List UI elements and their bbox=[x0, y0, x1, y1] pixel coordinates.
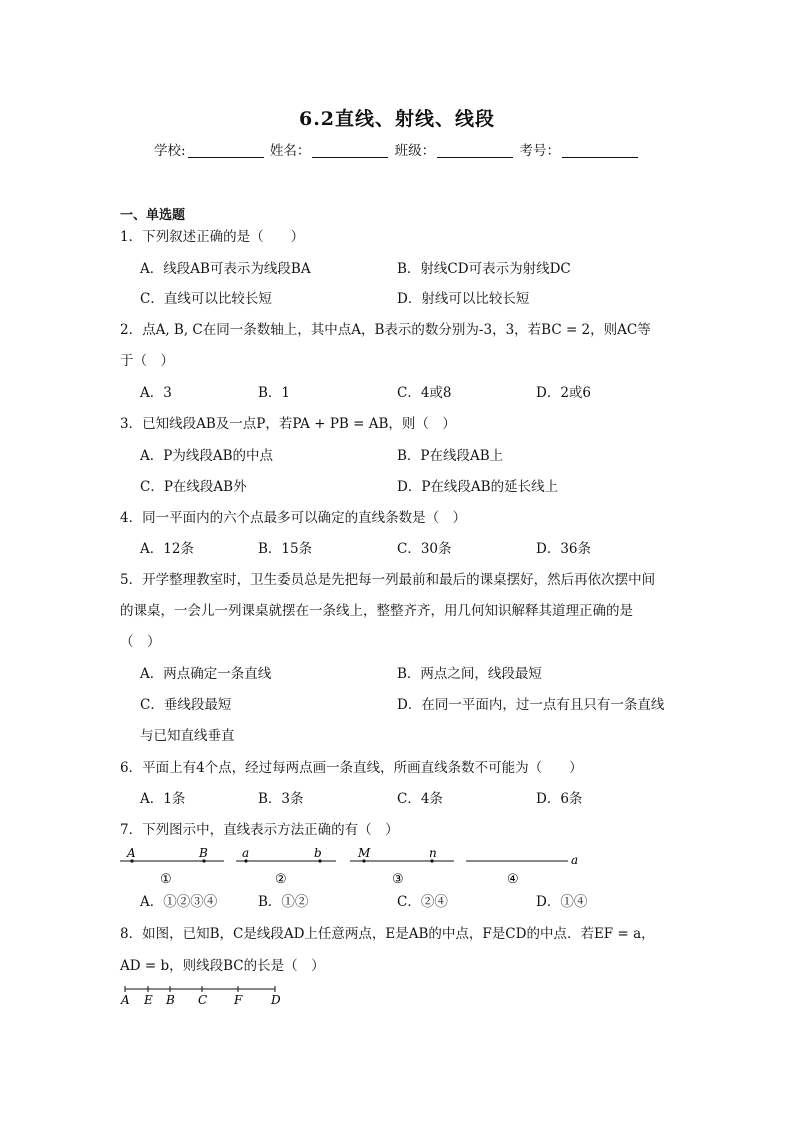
q7-fig4-label-a: a bbox=[571, 853, 579, 867]
q1-stem: 1．下列叙述正确的是（ ） bbox=[120, 229, 305, 245]
q8-label-a: A bbox=[121, 993, 130, 1007]
q2-option-a[interactable]: A．3 bbox=[140, 385, 172, 401]
q8-label-c: C bbox=[198, 993, 208, 1007]
q7-fig3-label-m: M bbox=[358, 846, 371, 860]
q7-fig3-number: ③ bbox=[392, 872, 404, 887]
q4-option-c[interactable]: C．30条 bbox=[397, 541, 452, 557]
q5-stem-line2: 的课桌，一会儿一列课桌就摆在一条线上，整整齐齐，用几何知识解释其道理正确的是 bbox=[120, 603, 633, 619]
q4-option-a[interactable]: A．12条 bbox=[140, 541, 194, 557]
q7-fig2-label-a: a bbox=[242, 846, 250, 860]
q8-figure bbox=[115, 984, 295, 1010]
q7-fig1-label-b: B bbox=[199, 846, 208, 860]
q8-stem-line1: 8．如图，已知B，C是线段AD上任意两点，E是AB的中点，F是CD的中点．若EF = a， bbox=[120, 926, 655, 942]
q5-option-b[interactable]: B．两点之间，线段最短 bbox=[397, 666, 542, 682]
q7-stem: 7．下列图示中，直线表示方法正确的有（ ） bbox=[120, 822, 399, 838]
q6-option-a[interactable]: A．1条 bbox=[140, 791, 186, 807]
q3-option-a[interactable]: A．P为线段AB的中点 bbox=[140, 448, 274, 464]
q4-option-d[interactable]: D．36条 bbox=[536, 541, 592, 557]
class-label: 班级： bbox=[394, 143, 436, 159]
q3-option-c[interactable]: C．P在线段AB外 bbox=[140, 479, 247, 495]
q3-stem: 3．已知线段AB及一点P，若PA + PB = AB，则（ ） bbox=[120, 416, 456, 432]
q7-fig1-number: ① bbox=[160, 872, 172, 887]
q3-option-d[interactable]: D．P在线段AB的延长线上 bbox=[397, 479, 559, 495]
q8-label-b: B bbox=[166, 993, 175, 1007]
page-title: 6.2直线、射线、线段 bbox=[298, 108, 496, 130]
student-info-line bbox=[0, 139, 794, 159]
q1-option-d[interactable]: D．射线可以比较长短 bbox=[397, 291, 530, 307]
q7-option-a[interactable]: A．①②③④ bbox=[140, 894, 218, 910]
q7-fig2-label-b: b bbox=[314, 846, 322, 860]
q7-fig4-number: ④ bbox=[507, 872, 519, 887]
q6-option-c[interactable]: C．4条 bbox=[397, 791, 443, 807]
exam-no-label: 考号： bbox=[519, 143, 560, 159]
q4-option-b[interactable]: B．15条 bbox=[258, 541, 313, 557]
q6-stem: 6．平面上有4个点，经过每两点画一条直线，所画直线条数不可能为（ ） bbox=[120, 760, 583, 776]
q2-stem-line2: 于（ ） bbox=[120, 353, 174, 369]
q7-option-c[interactable]: C．②④ bbox=[397, 894, 448, 910]
name-blank[interactable] bbox=[312, 143, 388, 158]
q7-fig1-label-a: A bbox=[127, 846, 136, 860]
school-blank[interactable] bbox=[188, 143, 264, 158]
q8-label-e: E bbox=[144, 993, 153, 1007]
q7-figure bbox=[110, 843, 590, 891]
q7-fig3-label-n: n bbox=[429, 846, 437, 860]
q1-option-a[interactable]: A．线段AB可表示为线段BA bbox=[140, 261, 311, 277]
q5-option-c[interactable]: C．垂线段最短 bbox=[140, 697, 232, 713]
section-heading: 一、单选题 bbox=[120, 208, 186, 223]
name-label: 姓名： bbox=[269, 143, 311, 159]
q8-stem-line2: AD = b，则线段BC的长是（ ） bbox=[120, 958, 325, 974]
q7-option-b[interactable]: B．①② bbox=[258, 894, 309, 910]
q2-option-c[interactable]: C．4或8 bbox=[397, 385, 452, 401]
q4-stem: 4．同一平面内的六个点最多可以确定的直线条数是（ ） bbox=[120, 510, 467, 526]
q5-option-a[interactable]: A．两点确定一条直线 bbox=[140, 666, 272, 682]
q8-label-f: F bbox=[234, 993, 243, 1007]
q2-option-b[interactable]: B．1 bbox=[258, 385, 291, 401]
q6-option-d[interactable]: D．6条 bbox=[536, 791, 583, 807]
class-blank[interactable] bbox=[437, 143, 513, 158]
q7-fig2-number: ② bbox=[275, 872, 287, 887]
q5-stem-line3: （ ） bbox=[120, 634, 161, 650]
q5-option-d[interactable]: D．在同一平面内，过一点有且只有一条直线 bbox=[397, 697, 665, 713]
q1-option-b[interactable]: B．射线CD可表示为射线DC bbox=[397, 261, 571, 277]
school-label: 学校: bbox=[154, 143, 186, 159]
q5-option-d-cont: 与已知直线垂直 bbox=[140, 728, 235, 744]
q7-option-d[interactable]: D．①④ bbox=[536, 894, 588, 910]
q5-stem-line1: 5．开学整理教室时，卫生委员总是先把每一列最前和最后的课桌摆好，然后再依次摆中间 bbox=[120, 572, 656, 588]
exam-no-blank[interactable] bbox=[562, 143, 638, 158]
q8-label-d: D bbox=[271, 993, 281, 1007]
q2-option-d[interactable]: D．2或6 bbox=[536, 385, 592, 401]
q3-option-b[interactable]: B．P在线段AB上 bbox=[397, 448, 504, 464]
q2-stem-line1: 2．点A, B, C在同一条数轴上，其中点A，B表示的数分别为-3，3，若BC = 2，则AC等 bbox=[120, 322, 651, 338]
q6-option-b[interactable]: B．3条 bbox=[258, 791, 304, 807]
q1-option-c[interactable]: C．直线可以比较长短 bbox=[140, 291, 272, 307]
